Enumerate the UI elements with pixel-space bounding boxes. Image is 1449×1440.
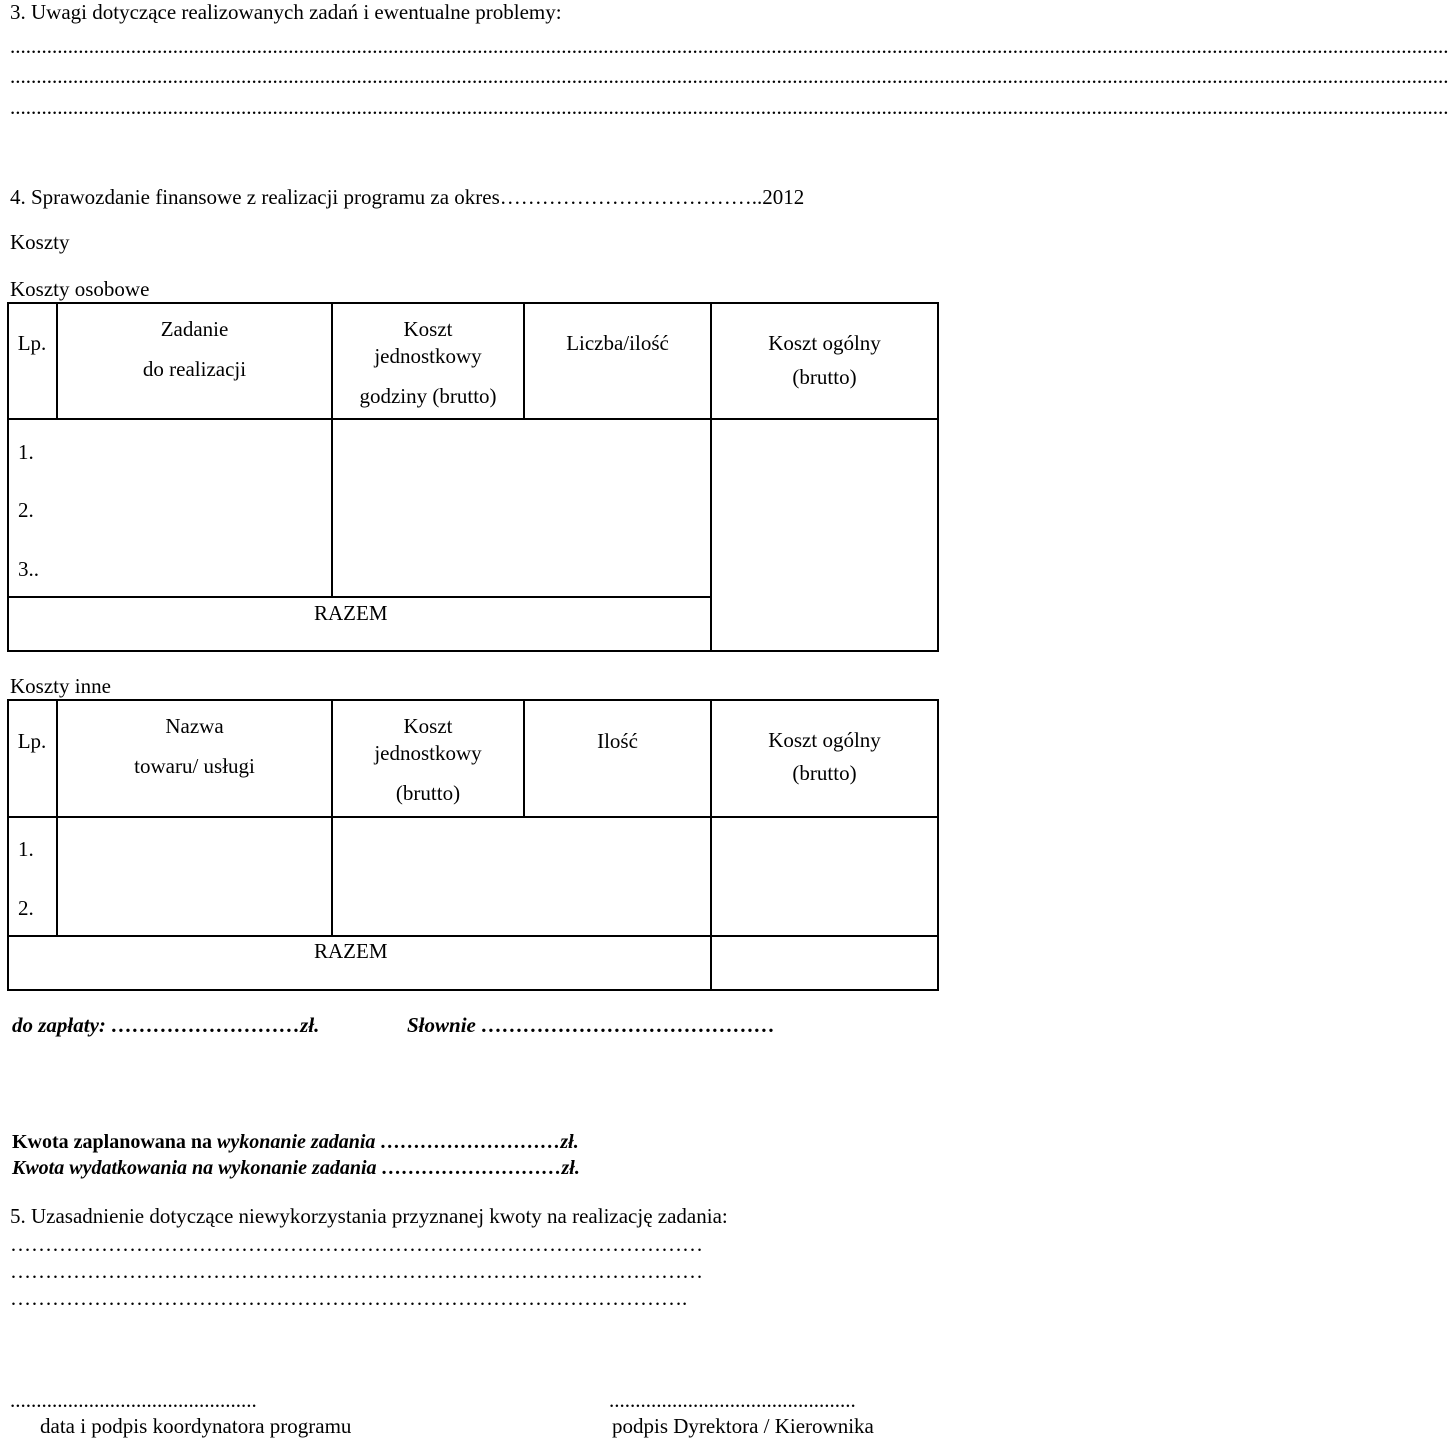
spent-amount-line: Kwota wydatkowania na wykonanie zadania ………………………zł. bbox=[12, 1157, 580, 1179]
planned-amount-line bbox=[12, 1131, 579, 1154]
costs-label: Koszty bbox=[10, 230, 70, 254]
table2-header-unit-2: jednostkowy bbox=[374, 741, 482, 765]
justification-line-1: ……………………………………………………………………………………… bbox=[10, 1232, 703, 1256]
table2-row-2: 2. bbox=[18, 896, 34, 920]
section-3-title: 3. Uwagi dotyczące realizowanych zadań i ewentualne problemy: bbox=[10, 0, 562, 24]
table2-header-total-1: Koszt ogólny bbox=[768, 728, 881, 752]
notes-line-2: .................................................................................................................................................................................................................................................................................. bbox=[10, 64, 1449, 88]
notes-line-1: .................................................................................................................................................................................................................................................................................. bbox=[10, 34, 1449, 58]
table2-header-name-1: Nazwa bbox=[165, 714, 224, 738]
notes-line-3: .................................................................................................................................................................................................................................................................................. bbox=[10, 95, 1449, 119]
director-signature-dots: ............................................... bbox=[609, 1388, 856, 1412]
table2-row-1: 1. bbox=[18, 837, 34, 861]
table2-header-lp: Lp. bbox=[17, 729, 47, 753]
table1-row-1: 1. bbox=[18, 440, 34, 464]
table2-header-total-2: (brutto) bbox=[792, 761, 857, 785]
table1-row-2: 2. bbox=[18, 498, 34, 522]
table2-total-label: RAZEM bbox=[314, 939, 388, 963]
personal-costs-label: Koszty osobowe bbox=[10, 277, 150, 301]
other-costs-label: Koszty inne bbox=[10, 674, 111, 698]
table2-header-unit-1: Koszt bbox=[403, 714, 453, 738]
table1-header-qty: Liczba/ilość bbox=[566, 331, 669, 355]
table1-row-3: 3.. bbox=[18, 557, 39, 581]
section-4-title: 4. Sprawozdanie finansowe z realizacji programu za okres………………………………..2012 bbox=[10, 185, 805, 209]
table2-header-name-2: towaru/ usługi bbox=[134, 754, 255, 778]
justification-line-2: ……………………………………………………………………………………… bbox=[10, 1259, 703, 1283]
table1-header-unit-3: godziny (brutto) bbox=[359, 384, 497, 408]
table1-header-task-1: Zadanie bbox=[160, 317, 229, 341]
table1-header-total-2: (brutto) bbox=[792, 365, 857, 389]
planned-amount-label: Kwota zaplanowana na bbox=[12, 1131, 218, 1153]
table2-header-qty: Ilość bbox=[597, 729, 638, 753]
to-pay-line: do zapłaty: ………………………zł. bbox=[12, 1013, 320, 1037]
coordinator-signature-label: data i podpis koordynatora programu bbox=[40, 1414, 352, 1438]
director-signature-label: podpis Dyrektora / Kierownika bbox=[612, 1414, 874, 1438]
in-words-line: Słownie …………………………………… bbox=[407, 1013, 776, 1037]
table2-header-unit-3: (brutto) bbox=[395, 781, 461, 805]
coordinator-signature-dots: ............................................... bbox=[10, 1388, 257, 1412]
planned-amount-italic: wykonanie zadania bbox=[217, 1131, 376, 1153]
justification-line-3: ……………………………………………………………………………………. bbox=[10, 1286, 688, 1310]
table1-header-unit-2: jednostkowy bbox=[374, 344, 482, 368]
table1-header-task-2: do realizacji bbox=[142, 357, 247, 381]
table1-header-unit-1: Koszt bbox=[403, 317, 453, 341]
section-5-title: 5. Uzasadnienie dotyczące niewykorzystania przyznanej kwoty na realizację zadania: bbox=[10, 1204, 728, 1228]
planned-amount-tail: ………………………zł. bbox=[375, 1131, 579, 1153]
table1-header-total-1: Koszt ogólny bbox=[768, 331, 881, 355]
table1-header-lp: Lp. bbox=[17, 331, 47, 355]
table1-total-label: RAZEM bbox=[314, 601, 388, 625]
